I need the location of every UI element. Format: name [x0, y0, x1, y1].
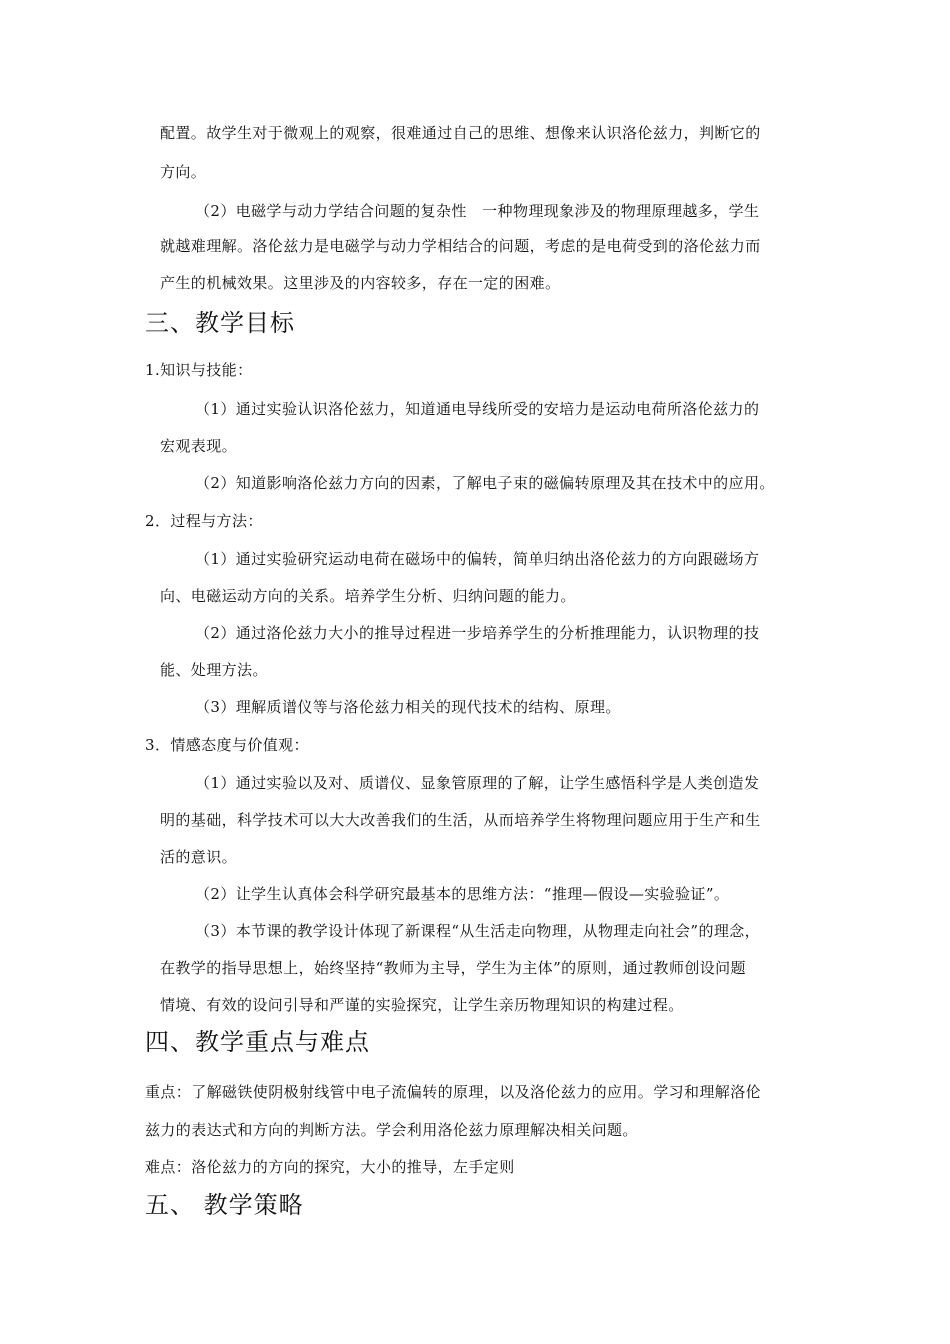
emotion-heading: 3．情感态度与价值观：	[145, 736, 309, 754]
process-item-3: （3）理解质谱仪等与洛伦兹力相关的现代技术的结构、原理。	[195, 698, 621, 716]
knowledge-item-1-line-1: （1）通过实验认识洛伦兹力，知道通电导线所受的安培力是运动电荷所洛伦兹力的	[195, 400, 760, 418]
process-item-2-line-1: （2）通过洛伦兹力大小的推导过程进一步培养学生的分析推理能力，认识物理的技	[195, 624, 760, 642]
knowledge-item-2: （2）知道影响洛伦兹力方向的因素，了解电子束的磁偏转原理及其在技术中的应用。	[195, 474, 775, 492]
process-item-1-line-1: （1）通过实验研究运动电荷在磁场中的偏转，简单归纳出洛伦兹力的方向跟磁场方	[195, 550, 760, 568]
key-point-line-1: 重点：了解磁铁使阴极射线管中电子流偏转的原理，以及洛伦兹力的应用。学习和理解洛伦	[145, 1083, 762, 1101]
section-4-title: 四、教学重点与难点	[145, 1028, 370, 1056]
emotion-item-1-line-2: 明的基础，科学技术可以大大改善我们的生活，从而培养学生将物理问题应用于生产和生	[160, 811, 761, 829]
intro-line-5: 产生的机械效果。这里涉及的内容较多，存在一定的困难。	[160, 274, 561, 292]
emotion-item-3-line-1: （3）本节课的教学设计体现了新课程“从生活走向物理，从物理走向社会”的理念，	[195, 922, 761, 940]
difficult-point: 难点：洛伦兹力的方向的探究，大小的推导，左手定则	[145, 1158, 515, 1176]
intro-line-2: 方向。	[160, 163, 207, 181]
emotion-item-1-line-3: 活的意识。	[160, 848, 238, 866]
process-item-1-line-2: 向、电磁运动方向的关系。培养学生分析、归纳问题的能力。	[160, 587, 576, 605]
emotion-item-1-line-1: （1）通过实验以及对、质谱仪、显象管原理的了解，让学生感悟科学是人类创造发	[195, 774, 760, 792]
process-item-2-line-2: 能、处理方法。	[160, 661, 268, 679]
intro-line-4: 就越难理解。洛伦兹力是电磁学与动力学相结合的问题，考虑的是电荷受到的洛伦兹力而	[160, 237, 761, 255]
intro-line-3: （2）电磁学与动力学结合问题的复杂性 一种物理现象涉及的物理原理越多，学生	[195, 202, 760, 220]
knowledge-item-1-line-2: 宏观表现。	[160, 437, 238, 455]
emotion-item-3-line-2: 在教学的指导思想上，始终坚持“教师为主导，学生为主体”的原则，通过教师创设问题	[160, 959, 746, 977]
intro-line-1: 配置。故学生对于微观上的观察，很难通过自己的思维、想像来认识洛伦兹力，判断它的	[160, 124, 761, 142]
emotion-item-2: （2）让学生认真体会科学研究最基本的思维方法：“推理—假设—实验验证”。	[195, 885, 730, 903]
section-5-title: 五、 教学策略	[145, 1191, 304, 1219]
key-point-line-2: 兹力的表达式和方向的判断方法。学会利用洛伦兹力原理解决相关问题。	[145, 1121, 638, 1139]
section-3-title: 三、教学目标	[145, 309, 295, 337]
process-heading: 2．过程与方法：	[145, 512, 263, 530]
emotion-item-3-line-3: 情境、有效的设问引导和严谨的实验探究，让学生亲历物理知识的构建过程。	[160, 996, 684, 1014]
knowledge-heading: 1.知识与技能：	[145, 361, 253, 379]
